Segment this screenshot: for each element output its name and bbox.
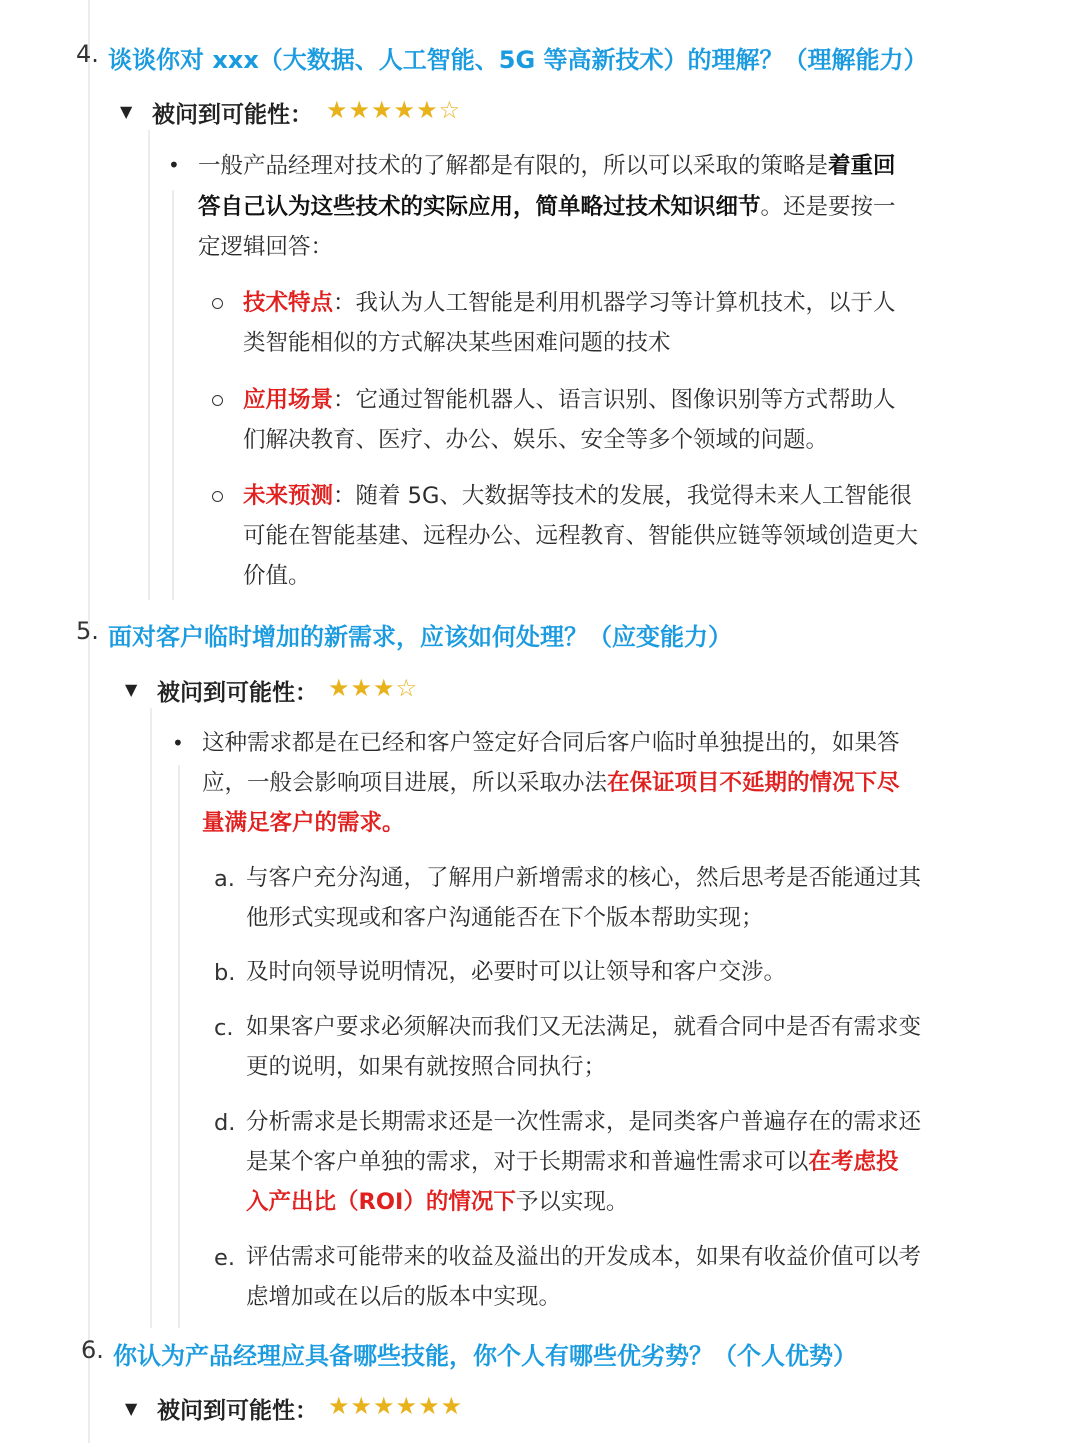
- circle-bullet-icon: [212, 395, 223, 406]
- q5-item-b-line-1: 及时向领导说明情况，必要时可以让领导和客户交涉。: [246, 959, 787, 985]
- question-6-title[interactable]: 你认为产品经理应具备哪些技能，你个人有哪些优劣势？（个人优势）: [113, 1342, 857, 1370]
- likelihood-label-q4: 被问到可能性：: [152, 102, 313, 128]
- guide-line-q5-inner: [178, 765, 180, 1328]
- circle-bullet-icon: [212, 298, 223, 309]
- likelihood-label-q5: 被问到可能性：: [157, 680, 318, 706]
- collapse-triangle-icon[interactable]: ▼: [125, 680, 138, 699]
- q4-item-future-line-3: 价值。: [243, 563, 311, 589]
- question-4-number: 4.: [76, 40, 99, 68]
- question-4-title[interactable]: 谈谈你对 xxx（大数据、人工智能、5G 等高新技术）的理解？（理解能力）: [108, 46, 928, 74]
- bullet-icon: •: [168, 153, 180, 177]
- q5-item-d-line-1: 分析需求是长期需求还是一次性需求，是同类客户普遍存在的需求还: [246, 1109, 922, 1135]
- guide-line-left: [88, 0, 90, 1443]
- circle-bullet-icon: [212, 491, 223, 502]
- q5-item-d-line-2: 是某个客户单独的需求，对于长期需求和普遍性需求可以在考虑投: [246, 1149, 899, 1175]
- question-5-number: 5.: [76, 617, 99, 645]
- q5-item-c-line-2: 更的说明，如果有就按照合同执行；: [246, 1054, 607, 1080]
- q4-item-tech-line-2: 类智能相似的方式解决某些困难问题的技术: [243, 330, 671, 356]
- question-6-number: 6.: [81, 1336, 104, 1364]
- q5-intro-line-1: 这种需求都是在已经和客户签定好合同后客户临时单独提出的，如果答: [202, 730, 900, 756]
- q4-intro-line-1: 一般产品经理对技术的了解都是有限的，所以可以采取的策略是着重回: [198, 153, 896, 179]
- list-marker-c: c.: [214, 1015, 234, 1041]
- rating-stars-q4: ★★★★★☆: [326, 96, 462, 124]
- collapse-triangle-icon[interactable]: ▼: [125, 1399, 138, 1418]
- q5-intro-line-2: 应，一般会影响项目进展，所以采取办法在保证项目不延期的情况下尽: [202, 770, 900, 796]
- question-5-title[interactable]: 面对客户临时增加的新需求，应该如何处理？（应变能力）: [108, 623, 732, 651]
- guide-line-q4: [148, 130, 150, 600]
- q5-item-d-line-3: 入产出比（ROI）的情况下予以实现。: [246, 1189, 629, 1215]
- list-marker-e: e.: [214, 1245, 235, 1271]
- q4-item-scene-line-2: 们解决教育、医疗、办公、娱乐、安全等多个领域的问题。: [243, 427, 829, 453]
- q4-item-scene-line-1: 应用场景：它通过智能机器人、语言识别、图像识别等方式帮助人: [243, 387, 896, 413]
- q5-item-e-line-2: 虑增加或在以后的版本中实现。: [246, 1284, 562, 1310]
- bullet-icon: •: [172, 731, 184, 755]
- list-marker-d: d.: [214, 1110, 236, 1136]
- q4-intro-line-3: 定逻辑回答：: [198, 234, 334, 260]
- guide-line-q5: [150, 708, 152, 1328]
- list-marker-b: b.: [214, 960, 236, 986]
- guide-line-q4-inner: [172, 190, 174, 600]
- likelihood-label-q6: 被问到可能性：: [157, 1398, 318, 1424]
- q5-intro-line-3: 量满足客户的需求。: [202, 810, 405, 836]
- q5-item-a-line-1: 与客户充分沟通，了解用户新增需求的核心，然后思考是否能通过其: [246, 865, 922, 891]
- rating-stars-q5: ★★★☆: [328, 674, 419, 702]
- list-marker-a: a.: [214, 866, 235, 892]
- rating-stars-q6: ★★★★★★: [328, 1392, 464, 1420]
- q5-item-c-line-1: 如果客户要求必须解决而我们又无法满足，就看合同中是否有需求变: [246, 1014, 922, 1040]
- collapse-triangle-icon[interactable]: ▼: [120, 102, 133, 121]
- q5-item-e-line-1: 评估需求可能带来的收益及溢出的开发成本，如果有收益价值可以考: [246, 1244, 922, 1270]
- q4-intro-line-2: 答自己认为这些技术的实际应用，简单略过技术知识细节。还是要按一: [198, 194, 896, 220]
- q4-item-future-line-2: 可能在智能基建、远程办公、远程教育、智能供应链等领域创造更大: [243, 523, 919, 549]
- q4-item-future-line-1: 未来预测：随着 5G、大数据等技术的发展，我觉得未来人工智能很: [243, 483, 912, 509]
- q4-item-tech-line-1: 技术特点：我认为人工智能是利用机器学习等计算机技术，以于人: [243, 290, 896, 316]
- q5-item-a-line-2: 他形式实现或和客户沟通能否在下个版本帮助实现；: [246, 905, 764, 931]
